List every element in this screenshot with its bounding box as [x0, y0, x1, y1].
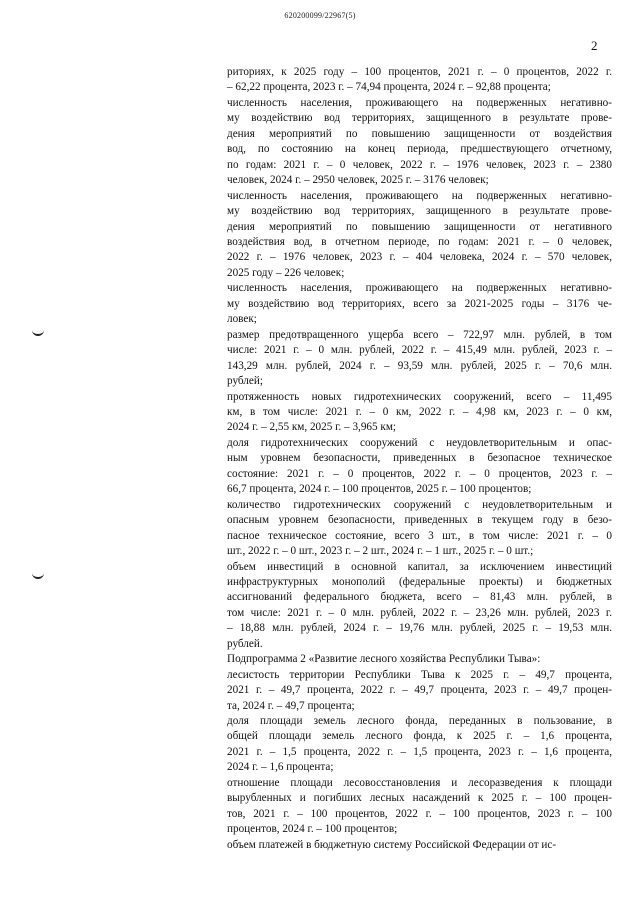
text-line: объем платежей в бюджетную систему Российской Федерации от ис- — [227, 838, 557, 851]
text-line: вод, по состоянию на конец периода, предшествующего отчетному, — [227, 143, 612, 156]
text-line: 2022 г. – 1976 человек, 2023 г. – 404 человека, 2024 г. – 570 человек, — [227, 251, 612, 264]
text-line: объем инвестиций в основной капитал, за исключением инвестиций — [227, 560, 612, 573]
text-line: – 62,22 процента, 2023 г. – 74,94 процента, 2024 г. – 92,88 процента; — [227, 81, 551, 94]
text-line: размер предотвращенного ущерба всего – 722,97 млн. рублей, в том — [227, 328, 612, 341]
text-line: му воздействию вод территориях, всего за 2021-2025 годы – 3176 че- — [227, 297, 612, 310]
paragraph — [227, 436, 612, 498]
text-line: дения мероприятий по повышению защищенности от воздействия — [227, 127, 612, 140]
text-line: ным уровнем безопасности, приведенных в безопасное техническое — [227, 452, 612, 465]
text-line: дения мероприятий по повышению защищенности от негативного — [227, 220, 612, 233]
text-line: том числе: 2021 г. – 0 млн. рублей, 2022 г. – 23,26 млн. рублей, 2023 г. — [227, 606, 612, 619]
text-line: лесистость территории Республики Тыва к 2025 г. – 49,7 процента, — [227, 668, 612, 681]
binding-mark — [32, 328, 44, 336]
text-line: тов, 2021 г. – 100 процентов, 2022 г. – 100 процентов, 2023 г. – 100 — [227, 807, 612, 820]
document-id: 620200099/22967(5) — [284, 11, 356, 20]
text-line: численность населения, проживающего на подверженных негативно- — [227, 282, 612, 295]
text-line: ловек; — [227, 313, 257, 326]
text-line: шт., 2022 г. – 0 шт., 2023 г. – 2 шт., 2024 г. – 1 шт., 2025 г. – 0 шт.; — [227, 545, 534, 558]
paragraph — [227, 328, 612, 390]
text-line: – 18,88 млн. рублей, 2024 г. – 19,76 млн. рублей, 2025 г. – 19,53 млн. — [227, 622, 612, 635]
paragraph — [227, 281, 612, 327]
paragraph — [227, 668, 612, 714]
text-line: инфраструктурных монополий (федеральные проекты) и бюджетных — [227, 575, 612, 588]
text-line: пасное техническое состояние, всего 3 шт., в том числе: 2021 г. – 0 — [227, 529, 612, 542]
text-line: 2024 г. – 2,55 км, 2025 г. – 3,965 км; — [227, 421, 397, 434]
text-line: та, 2024 г. – 49,7 процента; — [227, 699, 355, 712]
text-line: 2025 году – 226 человек; — [227, 266, 345, 279]
text-line: 66,7 процента, 2024 г. – 100 процентов, 2025 г. – 100 процентов; — [227, 483, 532, 496]
text-line: доля площади земель лесного фонда, переданных в пользование, в — [227, 715, 612, 728]
paragraph — [227, 776, 612, 838]
text-line: рублей. — [227, 637, 263, 650]
text-line: процентов, 2024 г. – 100 процентов; — [227, 823, 398, 836]
paragraph — [227, 390, 612, 436]
text-line: человек, 2024 г. – 2950 человек, 2025 г. – 3176 человек; — [227, 174, 489, 187]
text-line: состояние: 2021 г. – 0 процентов, 2022 г. – 0 процентов, 2023 г. – — [227, 467, 612, 480]
text-line: рублей; — [227, 375, 263, 388]
text-line: численность населения, проживающего на подверженных негативно- — [227, 189, 612, 202]
text-line: числе: 2021 г. – 0 млн. рублей, 2022 г. – 415,49 млн. рублей, 2023 г. – — [227, 344, 612, 357]
text-line: по годам: 2021 г. – 0 человек, 2022 г. – 1976 человек, 2023 г. – 2380 — [227, 158, 612, 171]
binding-mark — [32, 571, 44, 579]
text-line: доля гидротехнических сооружений с неудовлетворительным и опас- — [227, 436, 612, 449]
text-line: ассигнований федерального бюджета, всего – 81,43 млн. рублей, в — [227, 591, 612, 604]
text-line: вырубленных и погибших лесных насаждений к 2025 г. – 100 процен- — [227, 792, 612, 805]
text-line: 2021 г. – 1,5 процента, 2022 г. – 1,5 процента, 2023 г. – 1,6 процента, — [227, 745, 612, 758]
paragraph — [227, 498, 612, 560]
page-number: 2 — [591, 38, 598, 53]
text-line: риториях, к 2025 году – 100 процентов, 2021 г. – 0 процентов, 2022 г. — [227, 66, 612, 78]
paragraph — [227, 189, 612, 282]
text-line: опасным уровнем безопасности, приведенных в текущем году в безо- — [227, 514, 612, 527]
paragraph — [227, 96, 612, 189]
text-line: численность населения, проживающего на подверженных негативно- — [227, 96, 612, 109]
paragraph — [227, 838, 612, 853]
text-line: общей площади земель лесного фонда, к 2025 г. – 1,6 процента, — [227, 730, 612, 743]
text-line: 143,29 млн. рублей, 2024 г. – 93,59 млн. рублей, 2025 г. – 70,6 млн. — [227, 359, 612, 372]
paragraph — [227, 652, 612, 667]
text-line: км, в том числе: 2021 г. – 0 км, 2022 г. – 4,98 км, 2023 г. – 0 км, — [227, 405, 612, 418]
paragraph — [227, 560, 612, 653]
paragraph — [227, 714, 612, 776]
document-body — [227, 65, 612, 853]
text-line: Подпрограмма 2 «Развитие лесного хозяйства Республики Тыва»: — [227, 653, 541, 666]
text-line: му воздействию вод территориях, защищенного в результате прове- — [227, 112, 612, 125]
paragraph — [227, 65, 612, 96]
text-line: воздействия вод, в отчетном периоде, по годам: 2021 г. – 0 человек, — [227, 235, 612, 248]
text-line: му воздействию вод территориях, защищенного в результате прове- — [227, 205, 612, 218]
text-line: количество гидротехнических сооружений с неудовлетворительным и — [227, 498, 612, 511]
text-line: протяженность новых гидротехнических сооружений, всего – 11,495 — [227, 390, 612, 403]
text-line: 2021 г. – 49,7 процента, 2022 г. – 49,7 процента, 2023 г. – 49,7 процен- — [227, 684, 612, 697]
text-line: отношение площади лесовосстановления и лесоразведения к площади — [227, 776, 612, 789]
text-line: 2024 г. – 1,6 процента; — [227, 761, 334, 774]
